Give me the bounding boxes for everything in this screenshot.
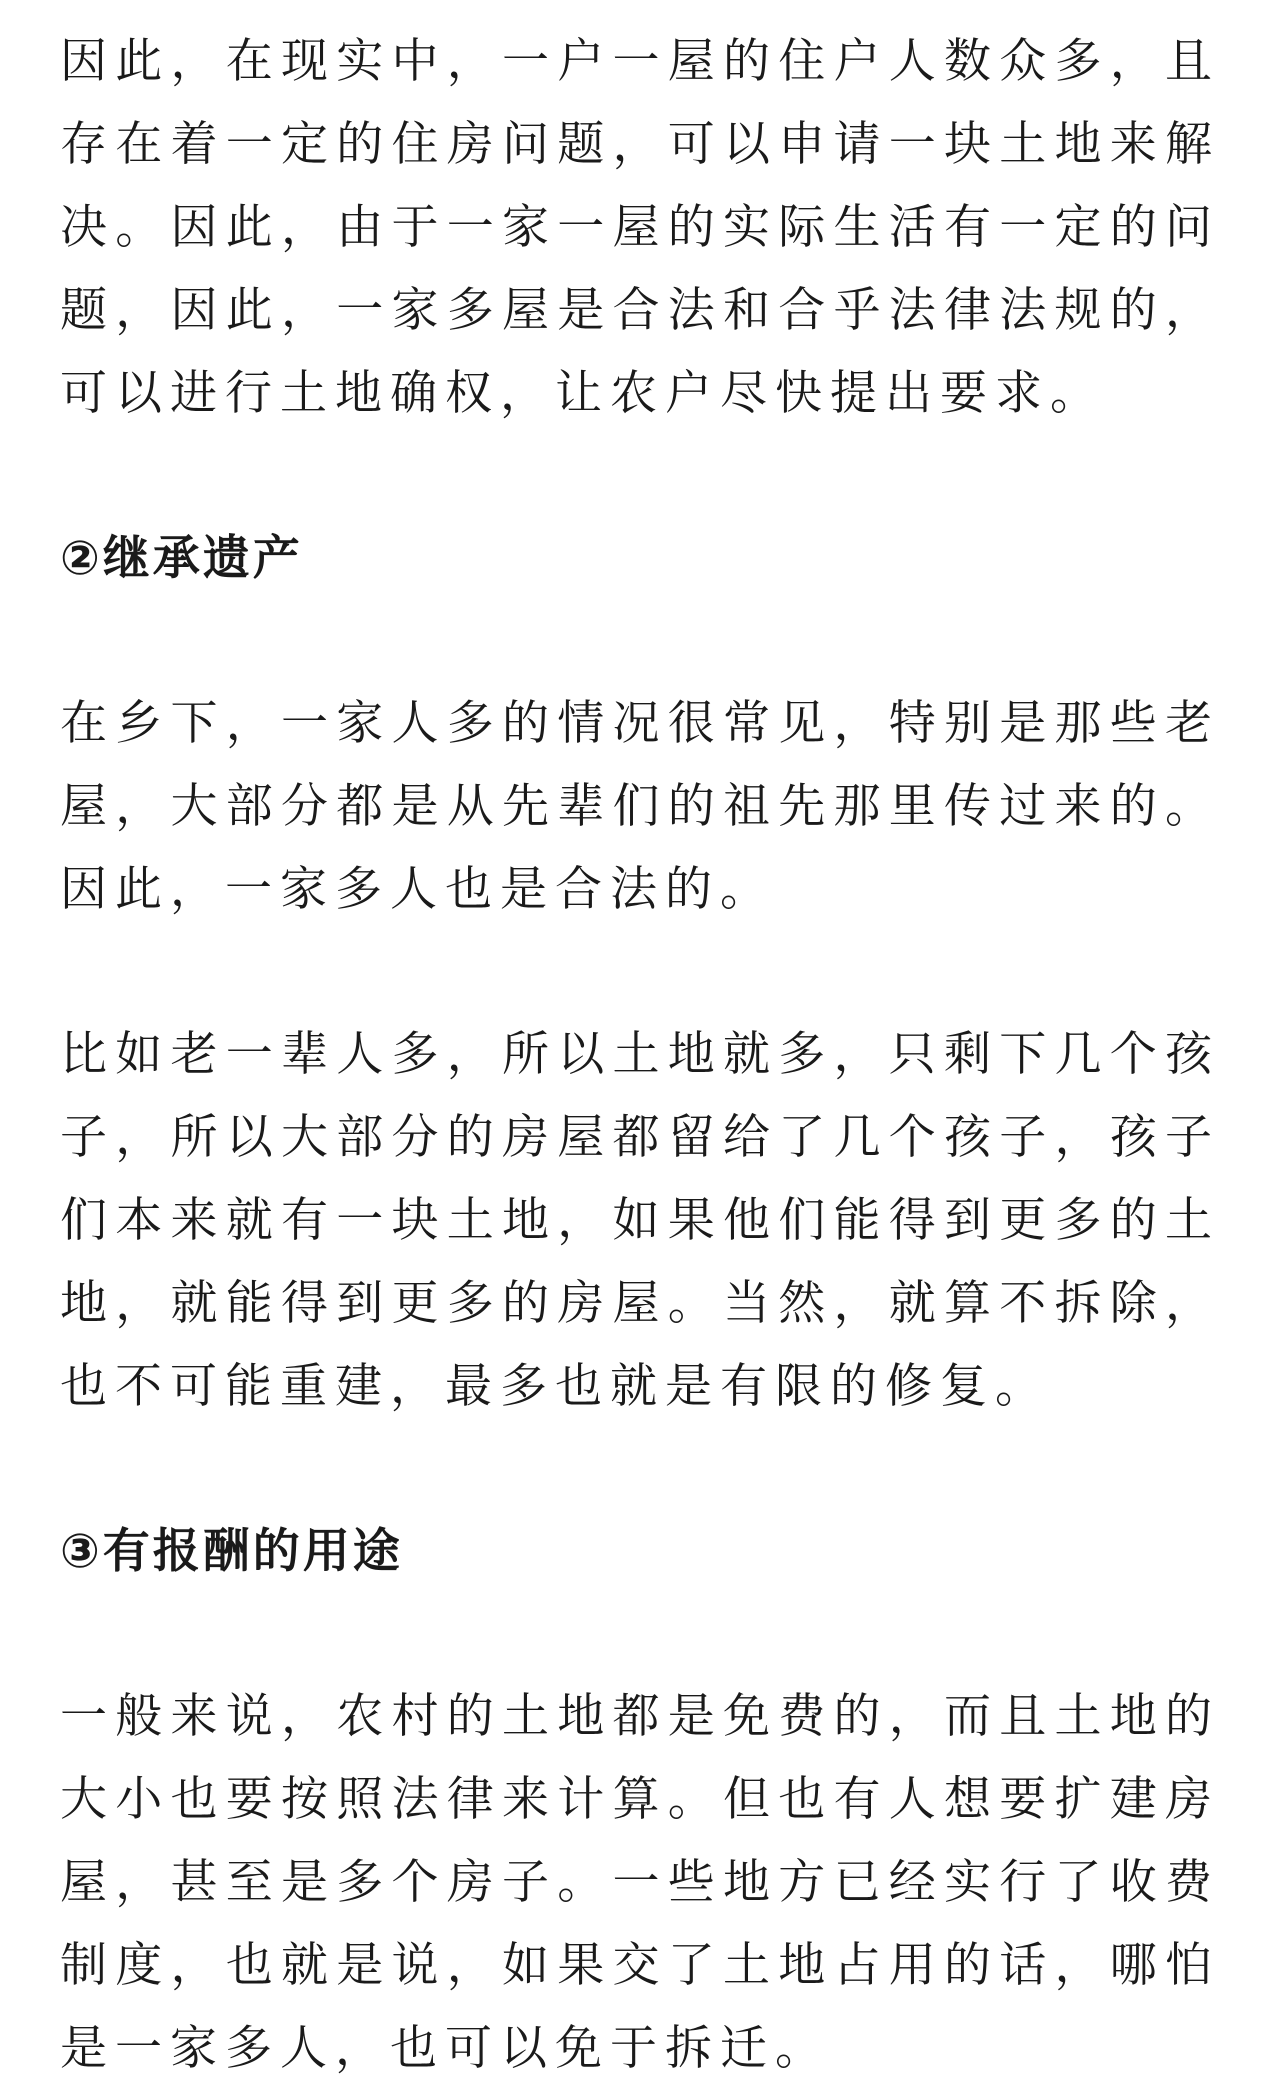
paragraph-land-fees: 一般来说，农村的土地都是免费的，而且土地的大小也要按照法律来计算。但也有人想要扩建房屋，甚至是多个房子。一些地方已经实行了收费制度，也就是说，如果交了土地占用的话，哪怕是一家多人，也可以免于拆迁。 bbox=[60, 1689, 1220, 2076]
paragraph-spacer bbox=[60, 1593, 1220, 1675]
paragraph-housing-issue: 因此，在现实中，一户一屋的住户人数众多，且存在着一定的住房问题，可以申请一块土地来解决。因此，由于一家一屋的实际生活有一定的问题，因此，一家多屋是合法和合乎法律法规的，可以进行土地确权，让农户尽快提出要求。 bbox=[60, 34, 1220, 421]
paragraph-countryside-families: 在乡下，一家人多的情况很常见，特别是那些老屋，大部分都是从先辈们的祖先那里传过来的。因此，一家多人也是合法的。 bbox=[60, 696, 1220, 917]
paragraph-spacer bbox=[60, 435, 1220, 517]
section-heading-paid-use: ③有报酬的用途 bbox=[60, 1524, 403, 1579]
paragraph-elder-generation: 比如老一辈人多，所以土地就多，只剩下几个孩子，所以大部分的房屋都留给了几个孩子，孩子们本来就有一块土地，如果他们能得到更多的土地，就能得到更多的房屋。当然，就算不拆除，也不可能重建，最多也就是有限的修复。 bbox=[60, 1027, 1220, 1414]
paragraph-spacer bbox=[60, 931, 1220, 1013]
paragraph-spacer bbox=[60, 600, 1220, 682]
paragraph-spacer bbox=[60, 1428, 1220, 1510]
section-heading-inheritance: ②继承遗产 bbox=[60, 531, 303, 586]
